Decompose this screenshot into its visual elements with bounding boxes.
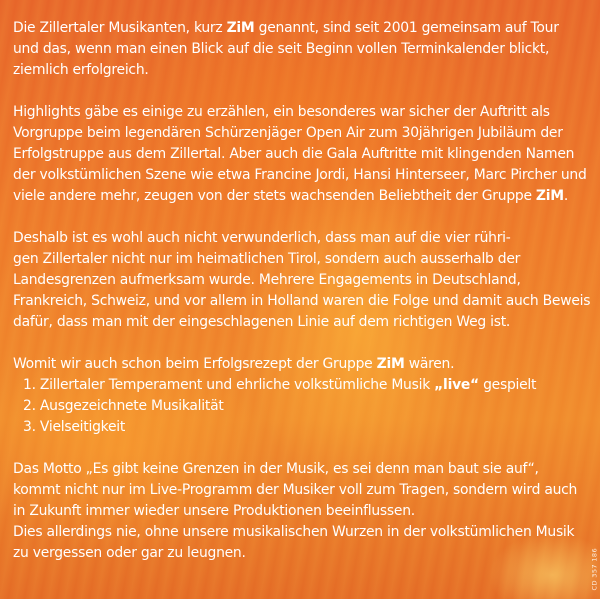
text-line: Womit wir auch schon beim Erfolgsrezept der Gruppe ZiM wären. <box>13 356 455 372</box>
body-text <box>13 18 591 564</box>
paragraph-4 <box>13 354 588 375</box>
list-item: 2. Ausgezeichnete Musikalität <box>23 398 224 414</box>
text-line: viele andere mehr, zeugen von der stets wachsenden Beliebtheit der Gruppe ZiM. <box>13 188 568 204</box>
catalog-number: CD 357 186 <box>590 548 598 591</box>
paragraph-1 <box>13 18 588 81</box>
bold-text: ZiM <box>376 356 405 372</box>
text-line: kommt nicht nur im Live-Programm der Musiker voll zum Tragen, sondern wird auch <box>13 482 578 498</box>
text-line: Frankreich, Schweiz, und vor allem in Holland waren die Folge und damit auch Beweis <box>13 293 591 309</box>
text-line: Vorgruppe beim legendären Schürzenjäger Open Air zum 30jährigen Jubiläum der <box>13 125 563 141</box>
text-line: dafür, dass man mit der eingeschlagenen Linie auf dem richtigen Weg ist. <box>13 314 511 330</box>
bold-text: „live“ <box>434 377 479 393</box>
paragraph-2 <box>13 102 588 207</box>
closing-paragraph <box>13 459 588 564</box>
text-line: gen Zillertaler nicht nur im heimatlichen Tirol, sondern auch ausserhalb der <box>13 251 521 267</box>
success-recipe-list <box>13 375 588 438</box>
bold-text: ZiM <box>535 188 564 204</box>
list-item: 3. Vielseitigkeit <box>23 419 126 435</box>
text-line: Erfolgstruppe aus dem Zillertal. Aber auch die Gala Auftritte mit klingenden Namen <box>13 146 575 162</box>
bold-text: ZiM <box>226 20 255 36</box>
text-line: Das Motto „Es gibt keine Grenzen in der Musik, es sei denn man baut sie auf“, <box>13 461 539 477</box>
paragraph-3 <box>13 228 591 333</box>
paragraphs <box>13 18 591 375</box>
text-line: Landesgrenzen aufmerksam wurde. Mehrere Engagements in Deutschland, <box>13 272 521 288</box>
text-line: und das, wenn man einen Blick auf die seit Beginn vollen Terminkalender blickt, <box>13 41 550 57</box>
text-line: Deshalb ist es wohl auch nicht verwunderlich, dass man auf die vier rühri- <box>13 230 511 246</box>
text-line: Dies allerdings nie, ohne unsere musikalischen Wurzen in der volkstümlichen Musik <box>13 524 575 540</box>
text-line: in Zukunft immer wieder unsere Produktionen beeinflussen. <box>13 503 415 519</box>
text-line: zu vergessen oder gar zu leugnen. <box>13 545 246 561</box>
text-line: Die Zillertaler Musikanten, kurz ZiM genannt, sind seit 2001 gemeinsam auf Tour <box>13 20 559 36</box>
text-line: der volkstümlichen Szene wie etwa Francine Jordi, Hansi Hinterseer, Marc Pircher und <box>13 167 587 183</box>
text-line: ziemlich erfolgreich. <box>13 62 149 78</box>
list-item: 1. Zillertaler Temperament und ehrliche volkstümliche Musik „live“ gespielt <box>23 377 537 393</box>
text-line: Highlights gäbe es einige zu erzählen, ein besonderes war sicher der Auftritt als <box>13 104 550 120</box>
